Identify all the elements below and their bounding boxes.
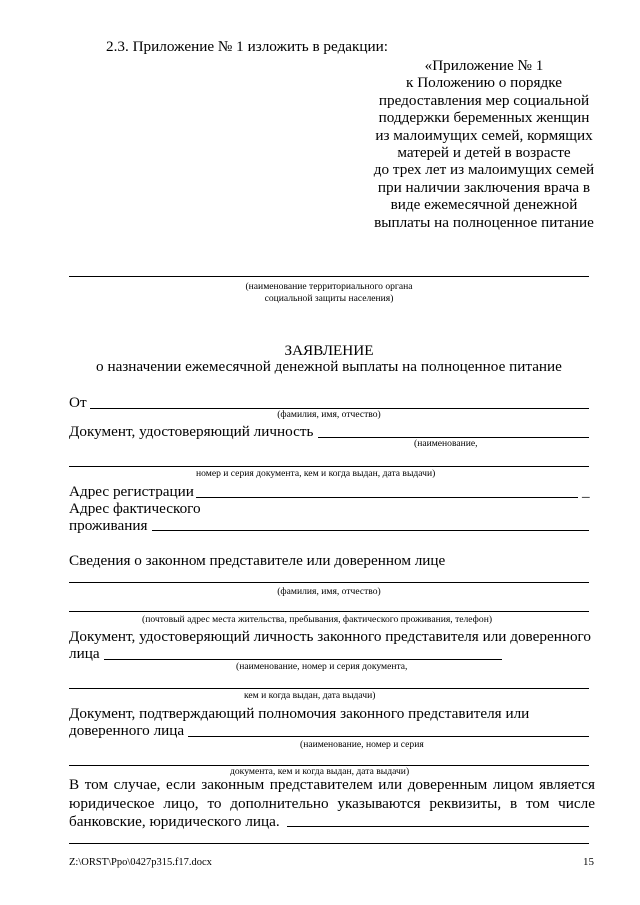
page-number: 15 [583, 856, 594, 868]
rep-authority-input-line[interactable] [188, 736, 589, 737]
organ-caption-line: (наименование территориального органа [245, 281, 413, 292]
rep-name-input-line[interactable] [69, 582, 589, 583]
fact-address-input-line[interactable] [152, 530, 589, 531]
reg-address-suffix: _ [582, 483, 590, 500]
id-doc-input-line-2[interactable] [69, 466, 589, 467]
rep-authority-label-2: доверенного лица [69, 722, 185, 739]
rep-id-doc-label-2: лица [69, 645, 100, 662]
legal-entity-input-line-2[interactable] [69, 843, 589, 844]
legal-entity-text: В том случае, если законным представителем или доверенным лицом является юридическое лицо, то дополнительно указываются реквизиты, в том числе банковские, юридического лица. [69, 776, 595, 831]
rep-address-caption: (почтовый адрес места жительства, пребывания, фактического проживания, телефон) [142, 614, 493, 625]
appendix-line: выплаты на полноценное питание [374, 213, 594, 231]
appendix-line: поддержки беременных женщин [378, 109, 590, 127]
rep-id-doc-caption-2: кем и когда выдан, дата выдачи) [244, 690, 376, 701]
rep-address-input-line[interactable] [69, 611, 589, 612]
footer-path: Z:\ORST\Ppo\0427p315.f17.docx [69, 857, 212, 868]
id-doc-label: Документ, удостоверяющий личность [69, 423, 314, 440]
appendix-line: «Приложение № 1 [424, 57, 544, 74]
legal-entity-input-line[interactable] [287, 826, 589, 827]
appendix-line: до трех лет из малоимущих семей [373, 161, 595, 179]
appendix-header [372, 57, 596, 231]
document-subtitle: о назначении ежемесячной денежной выплаты на полноценное питание [96, 358, 562, 375]
intro-text: 2.3. Приложение № 1 изложить в редакции: [106, 38, 389, 55]
appendix-line: из малоимущих семей, кормящих [375, 126, 593, 144]
rep-heading: Сведения о законном представителе или доверенном лице [69, 552, 446, 569]
reg-address-input-line[interactable] [196, 497, 578, 498]
appendix-line: виде ежемесячной денежной [390, 196, 578, 214]
appendix-line: к Положению о порядке [406, 74, 562, 92]
reg-address-label: Адрес регистрации [69, 483, 194, 500]
appendix-line: предоставления мер социальной [378, 91, 590, 109]
organ-caption-line: социальной защиты населения) [264, 293, 394, 304]
from-label: От [69, 394, 87, 411]
rep-id-doc-label-1: Документ, удостоверяющий личность законного представителя или доверенного [69, 628, 591, 645]
rep-id-doc-input-line-2[interactable] [69, 688, 589, 689]
organ-line[interactable] [69, 276, 589, 277]
rep-authority-caption-2: документа, кем и когда выдан, дата выдачи) [230, 766, 410, 777]
rep-id-doc-input-line[interactable] [104, 659, 502, 660]
id-doc-caption-2: номер и серия документа, кем и когда выдан, дата выдачи) [196, 468, 436, 479]
rep-name-caption: (фамилия, имя, отчество) [277, 586, 381, 597]
fact-address-label-2: проживания [69, 517, 148, 534]
fact-address-label-1: Адрес фактического [69, 500, 201, 517]
rep-id-doc-caption-1: (наименование, номер и серия документа, [236, 661, 408, 672]
organ-caption [69, 281, 589, 305]
rep-authority-label-1: Документ, подтверждающий полномочия законного представителя или [69, 705, 530, 722]
appendix-line: матерей и детей в возрасте [397, 144, 571, 162]
from-caption: (фамилия, имя, отчество) [277, 409, 381, 420]
document-title: ЗАЯВЛЕНИЕ [284, 342, 374, 359]
rep-authority-caption-1: (наименование, номер и серия [300, 739, 424, 750]
id-doc-caption-1: (наименование, [414, 438, 478, 449]
appendix-line: при наличии заключения врача в [377, 178, 591, 196]
